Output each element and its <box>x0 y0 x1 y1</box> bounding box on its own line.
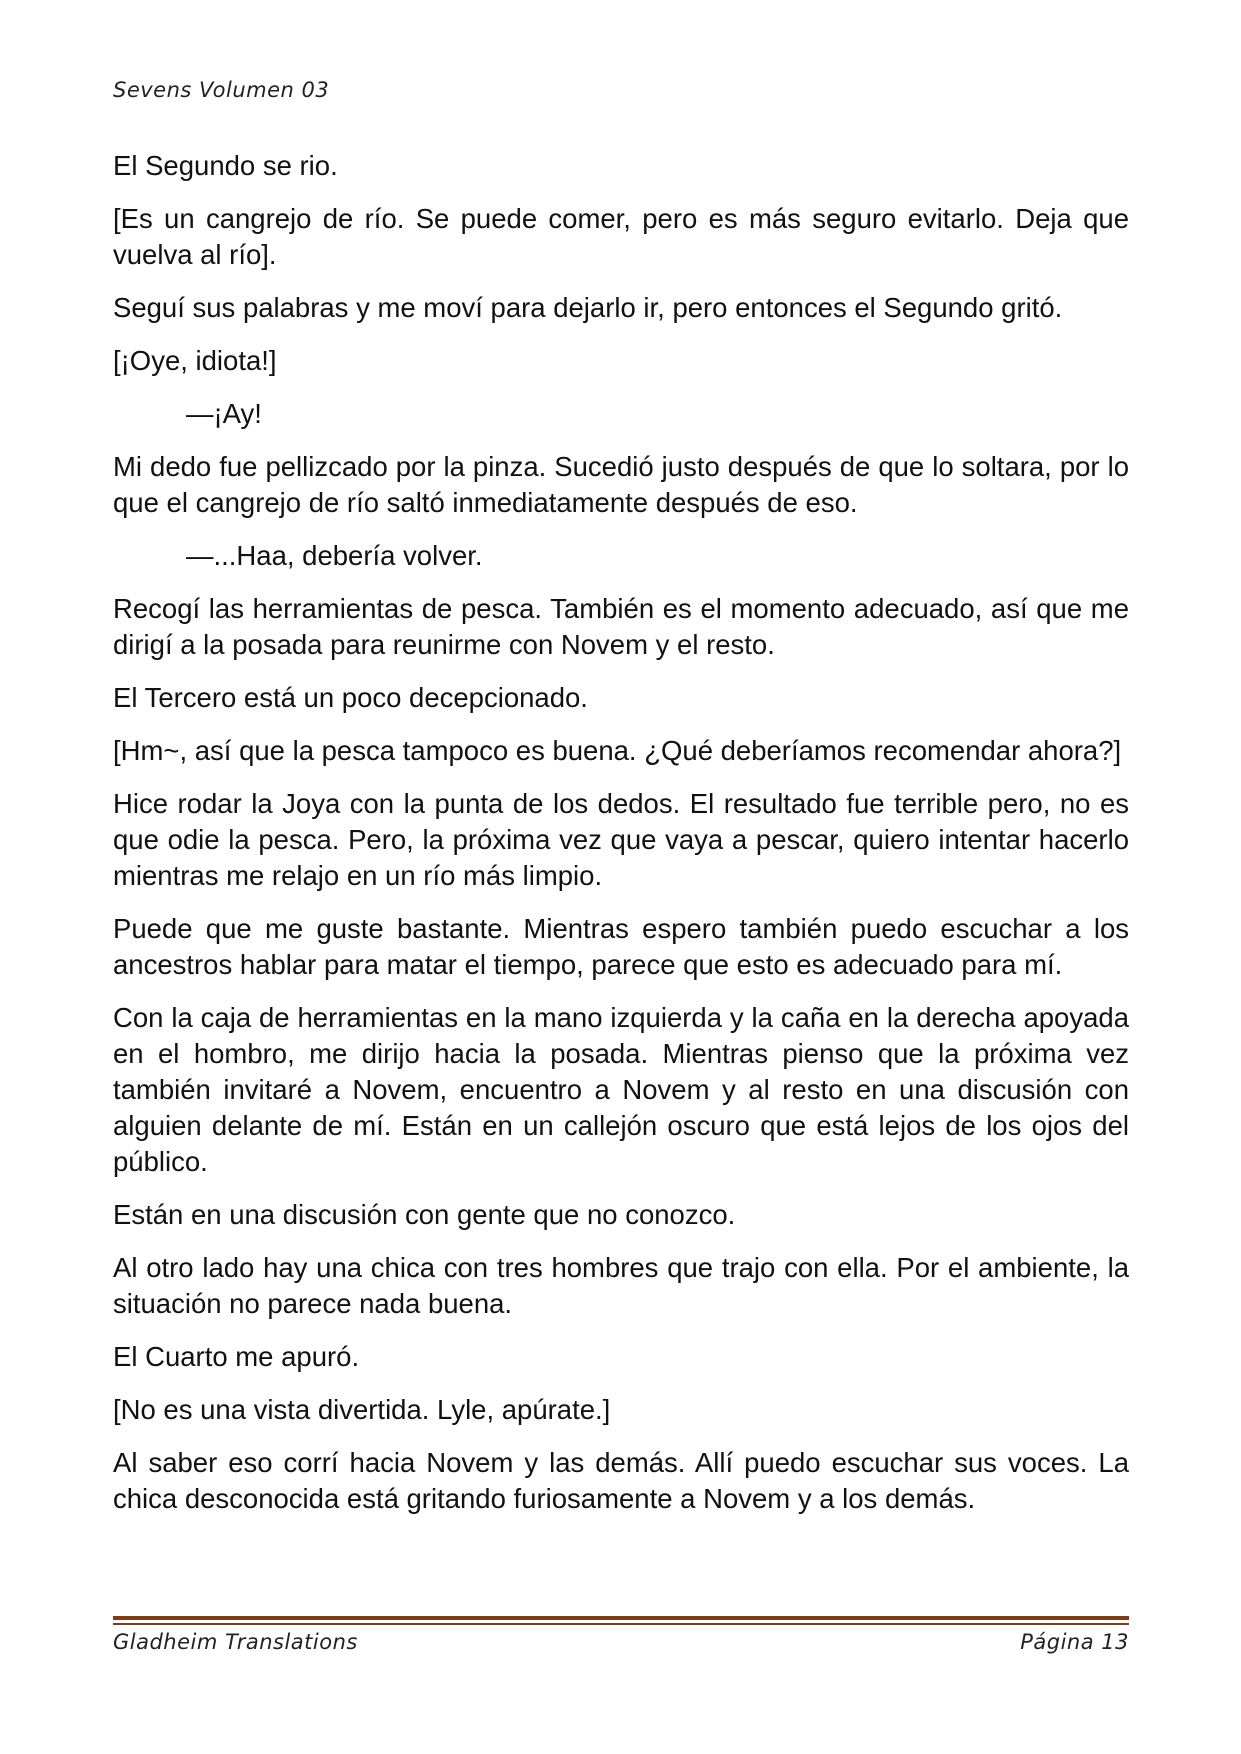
body-text <box>113 148 1129 1534</box>
footer-publisher: Gladheim Translations <box>113 1630 358 1654</box>
paragraph: [No es una vista divertida. Lyle, apúrate.] <box>113 1394 611 1425</box>
paragraph: [Hm~, así que la pesca tampoco es buena. ¿Qué deberíamos recomendar ahora?] <box>113 735 1122 766</box>
page-number: Página 13 <box>1020 1630 1129 1654</box>
paragraph: El Cuarto me apuró. <box>113 1341 360 1372</box>
running-header: Sevens Volumen 03 <box>113 78 330 102</box>
paragraph: [Es un cangrejo de río. Se puede comer, pero es más seguro evitarlo. Deja que vuelva al río]. <box>113 203 1129 270</box>
paragraph: Están en una discusión con gente que no conozco. <box>113 1199 736 1230</box>
dialogue-line: —...Haa, debería volver. <box>186 540 483 571</box>
paragraph: Al saber eso corrí hacia Novem y las demás. Allí puedo escuchar sus voces. La chica desconocida está gritando furiosamente a Novem y a los demás. <box>113 1447 1129 1514</box>
paragraph: Recogí las herramientas de pesca. También es el momento adecuado, así que me dirigí a la posada para reunirme con Novem y el resto. <box>113 593 1129 660</box>
paragraph: El Tercero está un poco decepcionado. <box>113 682 588 713</box>
paragraph: Al otro lado hay una chica con tres hombres que trajo con ella. Por el ambiente, la situación no parece nada buena. <box>113 1252 1129 1319</box>
paragraph: [¡Oye, idiota!] <box>113 345 277 376</box>
footer-divider-thin <box>113 1623 1129 1625</box>
paragraph: Hice rodar la Joya con la punta de los dedos. El resultado fue terrible pero, no es que odie la pesca. Pero, la próxima vez que vaya a pescar, quiero intentar hacerlo mientras me relajo en un río más limpio. <box>113 788 1129 891</box>
paragraph: Seguí sus palabras y me moví para dejarlo ir, pero entonces el Segundo gritó. <box>113 292 1063 323</box>
paragraph: Mi dedo fue pellizcado por la pinza. Sucedió justo después de que lo soltara, por lo que el cangrejo de río saltó inmediatamente después de eso. <box>113 451 1129 518</box>
footer-divider <box>113 1616 1129 1620</box>
paragraph: El Segundo se rio. <box>113 150 338 181</box>
paragraph: Puede que me guste bastante. Mientras espero también puedo escuchar a los ancestros hablar para matar el tiempo, parece que esto es adecuado para mí. <box>113 913 1129 980</box>
paragraph: Con la caja de herramientas en la mano izquierda y la caña en la derecha apoyada en el hombro, me dirijo hacia la posada. Mientras pienso que la próxima vez también invitaré a Novem, encuentro a Novem y al resto en una discusión con alguien delante de mí. Están en un callejón oscuro que está lejos de los ojos del público. <box>113 1002 1129 1177</box>
dialogue-line: —¡Ay! <box>186 398 262 429</box>
